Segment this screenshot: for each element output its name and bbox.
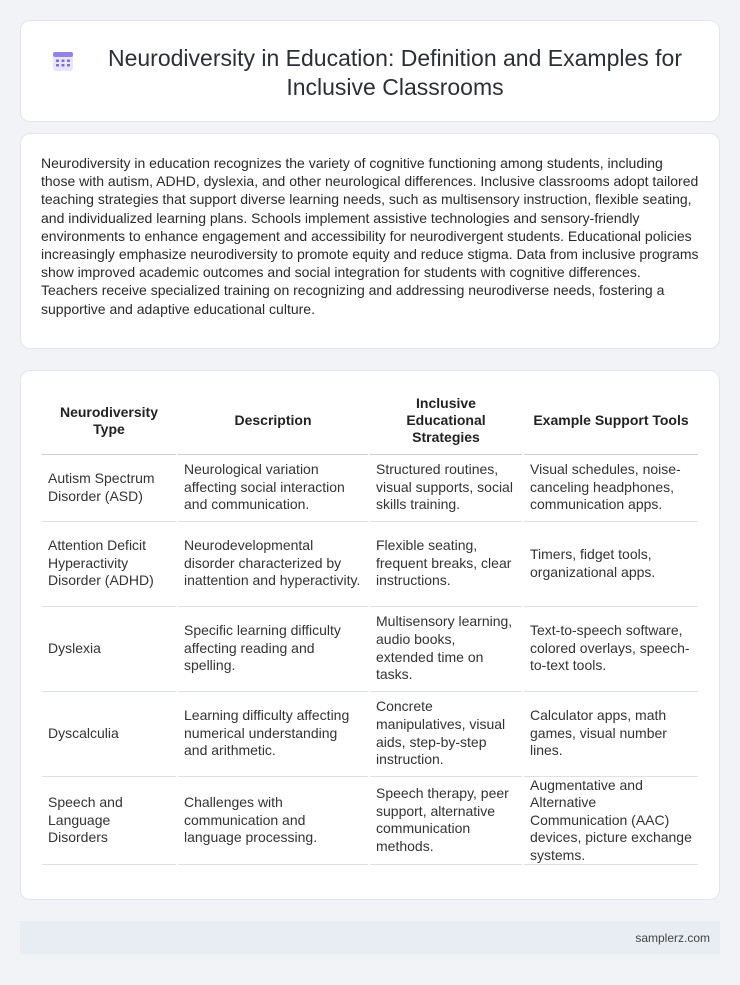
cell-strategies: Concrete manipulatives, visual aids, step-by-step instruction. [369,691,523,776]
page-title: Neurodiversity in Education: Definition and Examples for Inclusive Classrooms [107,45,682,100]
footer-site-link[interactable]: samplerz.com [635,931,710,945]
cell-description: Neurological variation affecting social interaction and communication. [177,454,369,521]
header-description: Description [177,388,369,454]
header-strategies: Inclusive Educational Strategies [369,388,523,454]
table-header-row [42,388,698,454]
cell-description: Neurodevelopmental disorder characterized by inattention and hyperactivity. [177,521,369,606]
cell-tools: Visual schedules, noise-canceling headphones, communication apps. [523,454,698,521]
cell-type: Dyslexia [42,606,177,691]
cell-strategies: Structured routines, visual supports, social skills training. [369,454,523,521]
footer-bar [20,921,720,954]
cell-description: Specific learning difficulty affecting reading and spelling. [177,606,369,691]
cell-type: Speech and Language Disorders [42,776,177,865]
cell-tools: Text-to-speech software, colored overlays, speech-to-text tools. [523,606,698,691]
cell-strategies: Multisensory learning, audio books, extended time on tasks. [369,606,523,691]
cell-type: Autism Spectrum Disorder (ASD) [42,454,177,521]
neurodiversity-table [42,388,698,865]
table-card [20,370,720,900]
table-row [42,776,698,865]
cell-description: Learning difficulty affecting numerical understanding and arithmetic. [177,691,369,776]
cell-type: Dyscalculia [42,691,177,776]
cell-tools: Calculator apps, math games, visual number lines. [523,691,698,776]
title-card [20,20,720,122]
table-row [42,454,698,521]
intro-card [20,133,720,349]
cell-description: Challenges with communication and language processing. [177,776,369,865]
cell-type: Attention Deficit Hyperactivity Disorder (ADHD) [42,521,177,606]
cell-tools: Timers, fidget tools, organizational apps. [523,521,698,606]
table-row [42,691,698,776]
cell-tools: Augmentative and Alternative Communication (AAC) devices, picture exchange systems. [523,776,698,865]
table-row [42,521,698,606]
table-row [42,606,698,691]
calendar-grid-icon [51,49,75,73]
intro-paragraph: Neurodiversity in education recognizes the variety of cognitive functioning among students, including those with autism, ADHD, dyslexia, and other neurological differences. Inclusive classrooms adopt tailored teaching strategies that support diverse learning needs, such as multisensory instruction, flexible seating, and individualized learning plans. Schools implement assistive technologies and sensory-friendly environments to enhance engagement and accessibility for neurodivergent students. Educational policies increasingly emphasize neurodiversity to promote equity and reduce stigma. Data from inclusive programs show improved academic outcomes and social integration for students with cognitive differences. Teachers receive specialized training on recognizing and addressing neurodiverse needs, fostering a supportive and adaptive educational culture. [41,155,699,317]
header-tools: Example Support Tools [523,388,698,454]
cell-strategies: Flexible seating, frequent breaks, clear instructions. [369,521,523,606]
header-type: Neurodiversity Type [42,388,177,454]
cell-strategies: Speech therapy, peer support, alternative communication methods. [369,776,523,865]
